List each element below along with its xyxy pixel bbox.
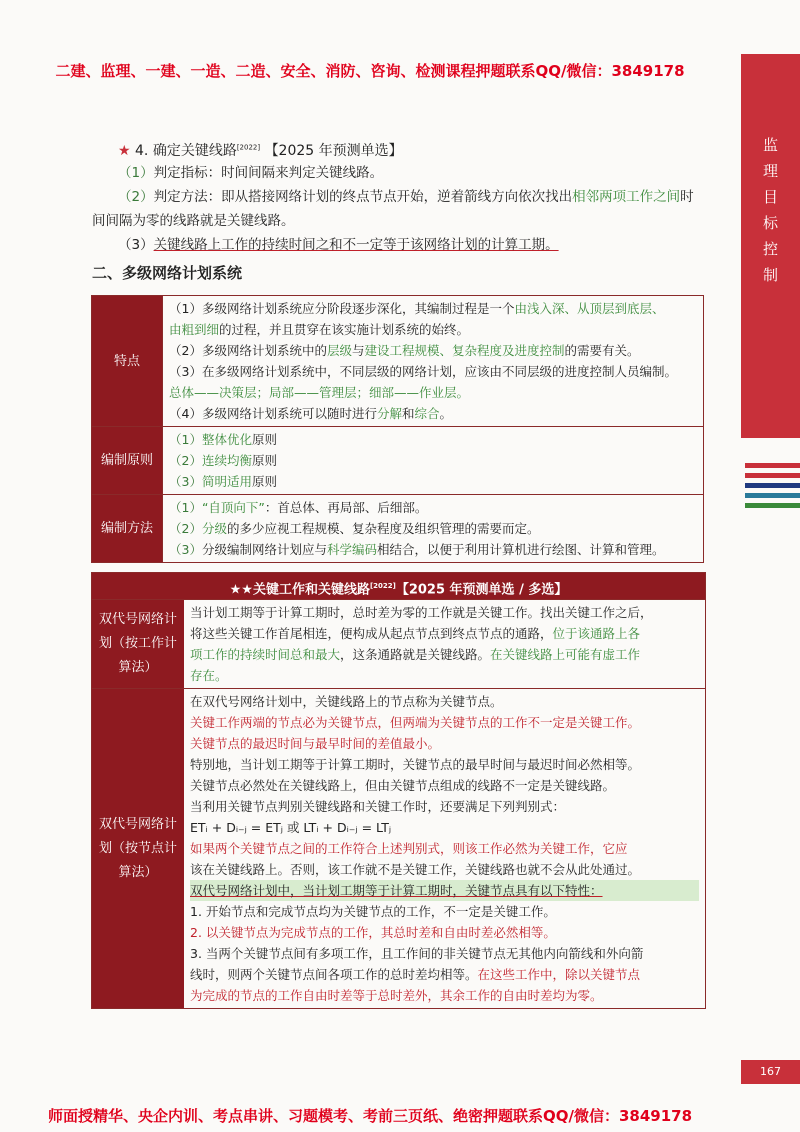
underlined-text: 关键线路上工作的持续时间之和不一定等于该网络计划的计算工期。 [153,237,559,253]
table-row [92,495,704,563]
text: 1. 开始节点和完成节点均为关键节点的工作，不一定是关键工作。 [190,904,556,919]
text: 与 [351,343,365,358]
item-number: （2） [118,189,154,205]
item-number: （2） [169,453,202,468]
highlight-text: 关键节点的最迟时间与最早时间的差值最小。 [190,736,441,751]
item-number: （2） [169,521,202,536]
highlight-text: 2. 以关键节点为完成节点的工作，其总时差和自由时差必然相等。 [190,925,556,940]
row-label: 双代号网络计划（按节点计算法） [92,689,184,1009]
highlight-text: 在这些工作中，除以关键节点 [477,967,641,982]
table-title-text: ★★关键工作和关键线路 [229,582,370,598]
highlight-text: 项工作的持续时间总和最大 [190,647,341,662]
section-heading-2: 二、多级网络计划系统 [92,264,243,282]
row-label: 特点 [92,296,163,427]
table-row [92,600,705,689]
text: （2）多级网络计划系统中的 [169,343,327,358]
highlight-text: 分级 [201,521,227,536]
highlight-text: 综合 [414,406,440,421]
star-icon: ★ [118,143,131,159]
text: 特别地，当计划工期等于计算工期时，关键节点的最早时间与最迟时间必然相等。 [190,757,641,772]
row-label: 双代号网络计划（按工作计算法） [92,600,184,689]
year-tag: [2022] [369,582,396,590]
side-chapter-title [741,132,800,288]
stripe [745,493,800,498]
highlight-text: 在关键线路上可能有虚工作 [490,647,641,662]
stripe [745,463,800,468]
highlight-text: 层级 [326,343,352,358]
side-char: 理 [762,162,778,180]
row-content [184,689,705,1009]
side-char: 标 [762,214,778,232]
decorative-stripes [745,463,800,513]
text: 将这些关键工作首尾相连，便构成从起点节点到终点节点的通路， [190,626,553,641]
text: 的需要有关。 [564,343,640,358]
text: 相结合，以便于利用计算机进行绘图、计算和管理。 [376,542,665,557]
text: 。 [439,406,453,421]
highlight-text: 连续均衡 [201,453,252,468]
text: 分级编制网络计划应与 [201,542,327,557]
paragraph-line [118,161,383,185]
text: 在双代号网络计划中，关键线路上的节点称为关键节点。 [190,694,503,709]
section-title: 4. 确定关键线路 [135,143,237,159]
highlight-text: 为完成的节点的工作自由时差等于总时差外，其余工作的自由时差均为零。 [190,988,603,1003]
text: 该在关键线路上。否则，该工作就不是关键工作，关键线路也就不会从此处通过。 [190,862,641,877]
side-char: 目 [762,188,778,206]
text: 3. 当两个关键节点间有多项工作，且工作间的非关键节点无其他内向箭线和外向箭 [190,946,644,961]
item-text: 时 [680,189,694,205]
table-title [92,573,705,599]
highlight-text: 简明适用 [201,474,252,489]
page-number: 167 [741,1060,800,1084]
text: 当利用关键节点判别关键线路和关键工作时，还要满足下列判别式： [190,799,566,814]
highlight-text: 位于该通路上各 [552,626,641,641]
highlight-text: 分解 [376,406,402,421]
item-number: （1） [169,432,202,447]
prediction-tag: 【2025 年预测单选】 [264,143,403,159]
table-row [92,427,704,495]
highlight-text: 如果两个关键节点之间的工作符合上述判别式，则该工作必然为关键工作，它应 [190,841,628,856]
item-number: （1） [118,165,154,181]
highlight-text: 相邻两项工作之间 [572,189,681,205]
highlight-text: “自顶向下” [201,500,265,515]
side-char: 监 [762,136,778,154]
text: ：首总体、再局部、后细部。 [264,500,428,515]
text: 的多少应视工程规模、复杂程度及组织管理的需要而定。 [226,521,540,536]
highlight-text: 由粗到细 [169,322,220,337]
item-number: （3） [169,474,202,489]
row-label: 编制方法 [92,495,163,563]
row-content [184,600,705,689]
highlight-text: 建设工程规模、复杂程度及进度控制 [364,343,565,358]
row-content [163,495,704,563]
item-text: 判定指标：时间间隔来判定关键线路。 [153,165,384,181]
highlight-text: 整体优化 [201,432,252,447]
critical-path-table-body [92,599,705,1008]
side-char: 制 [762,266,778,284]
highlight-text: 由浅入深、从顶层到底层、 [514,301,665,316]
row-content [163,427,704,495]
formula: ETᵢ + Dᵢ₋ⱼ = ETⱼ 或 LTᵢ + Dᵢ₋ⱼ = LTⱼ [190,820,392,835]
text: 的过程，并且贯穿在该实施计划系统的始终。 [219,322,470,337]
text: （3）在多级网络计划系统中，不同层级的网络计划，应该由不同层级的进度控制人员编制。 [169,364,677,379]
year-tag: [2022] [236,143,261,152]
text: 关键节点必然处在关键线路上，但由关键节点组成的线路不一定是关键线路。 [190,778,616,793]
critical-path-table [91,572,706,1009]
item-text: 判定方法：即从搭接网络计划的终点节点开始，逆着箭线方向依次找出 [153,189,573,205]
text: 原则 [251,474,277,489]
highlight-text: 总体——决策层；局部——管理层；细部——作业层。 [169,385,470,400]
bottom-banner: 师面授精华、央企内训、考点串讲、习题模考、考前三页纸、绝密押题联系QQ/微信：3849178 [47,1107,693,1125]
stripe [745,503,800,508]
paragraph-line [118,185,694,209]
row-label: 编制原则 [92,427,163,495]
stripe [745,483,800,488]
top-banner: 二建、监理、一建、一造、二造、安全、消防、咨询、检测课程押题联系QQ/微信：3849178 [55,62,685,80]
prediction-tag: 【2025 年预测单选 / 多选】 [395,582,568,598]
table-row [92,689,705,1009]
highlight-text: 存在。 [190,668,228,683]
item-number: （1） [169,500,202,515]
section-heading-4 [118,140,403,160]
item-text: 间间隔为零的线路就是关键线路。 [92,213,295,229]
highlight-text: 关键工作两端的节点必为关键节点，但两端为关键节点的工作不一定是关键工作。 [190,715,641,730]
text: 原则 [251,432,277,447]
side-char: 控 [762,240,778,258]
text: 原则 [251,453,277,468]
underlined-text: 双代号网络计划中，当计划工期等于计算工期时，关键节点具有以下特性： [190,880,699,901]
text: 和 [401,406,415,421]
row-content [163,296,704,427]
text: （4）多级网络计划系统可以随时进行 [169,406,377,421]
paragraph-line [92,209,295,233]
text: 当计划工期等于计算工期时，总时差为零的工作就是关键工作。找出关键工作之后， [190,605,653,620]
item-number: （3） [118,237,154,253]
item-number: （3） [169,542,202,557]
table-row [92,296,704,427]
stripe [745,473,800,478]
text: ，这条通路就是关键线路。 [340,647,491,662]
highlight-text: 科学编码 [326,542,377,557]
text: （1）多级网络计划系统应分阶段逐步深化，其编制过程是一个 [169,301,515,316]
multi-level-network-table [91,295,704,563]
text: 线时，则两个关键节点间各项工作的总时差均相等。 [190,967,478,982]
side-chapter-tab [741,54,800,438]
paragraph-line [118,233,559,257]
